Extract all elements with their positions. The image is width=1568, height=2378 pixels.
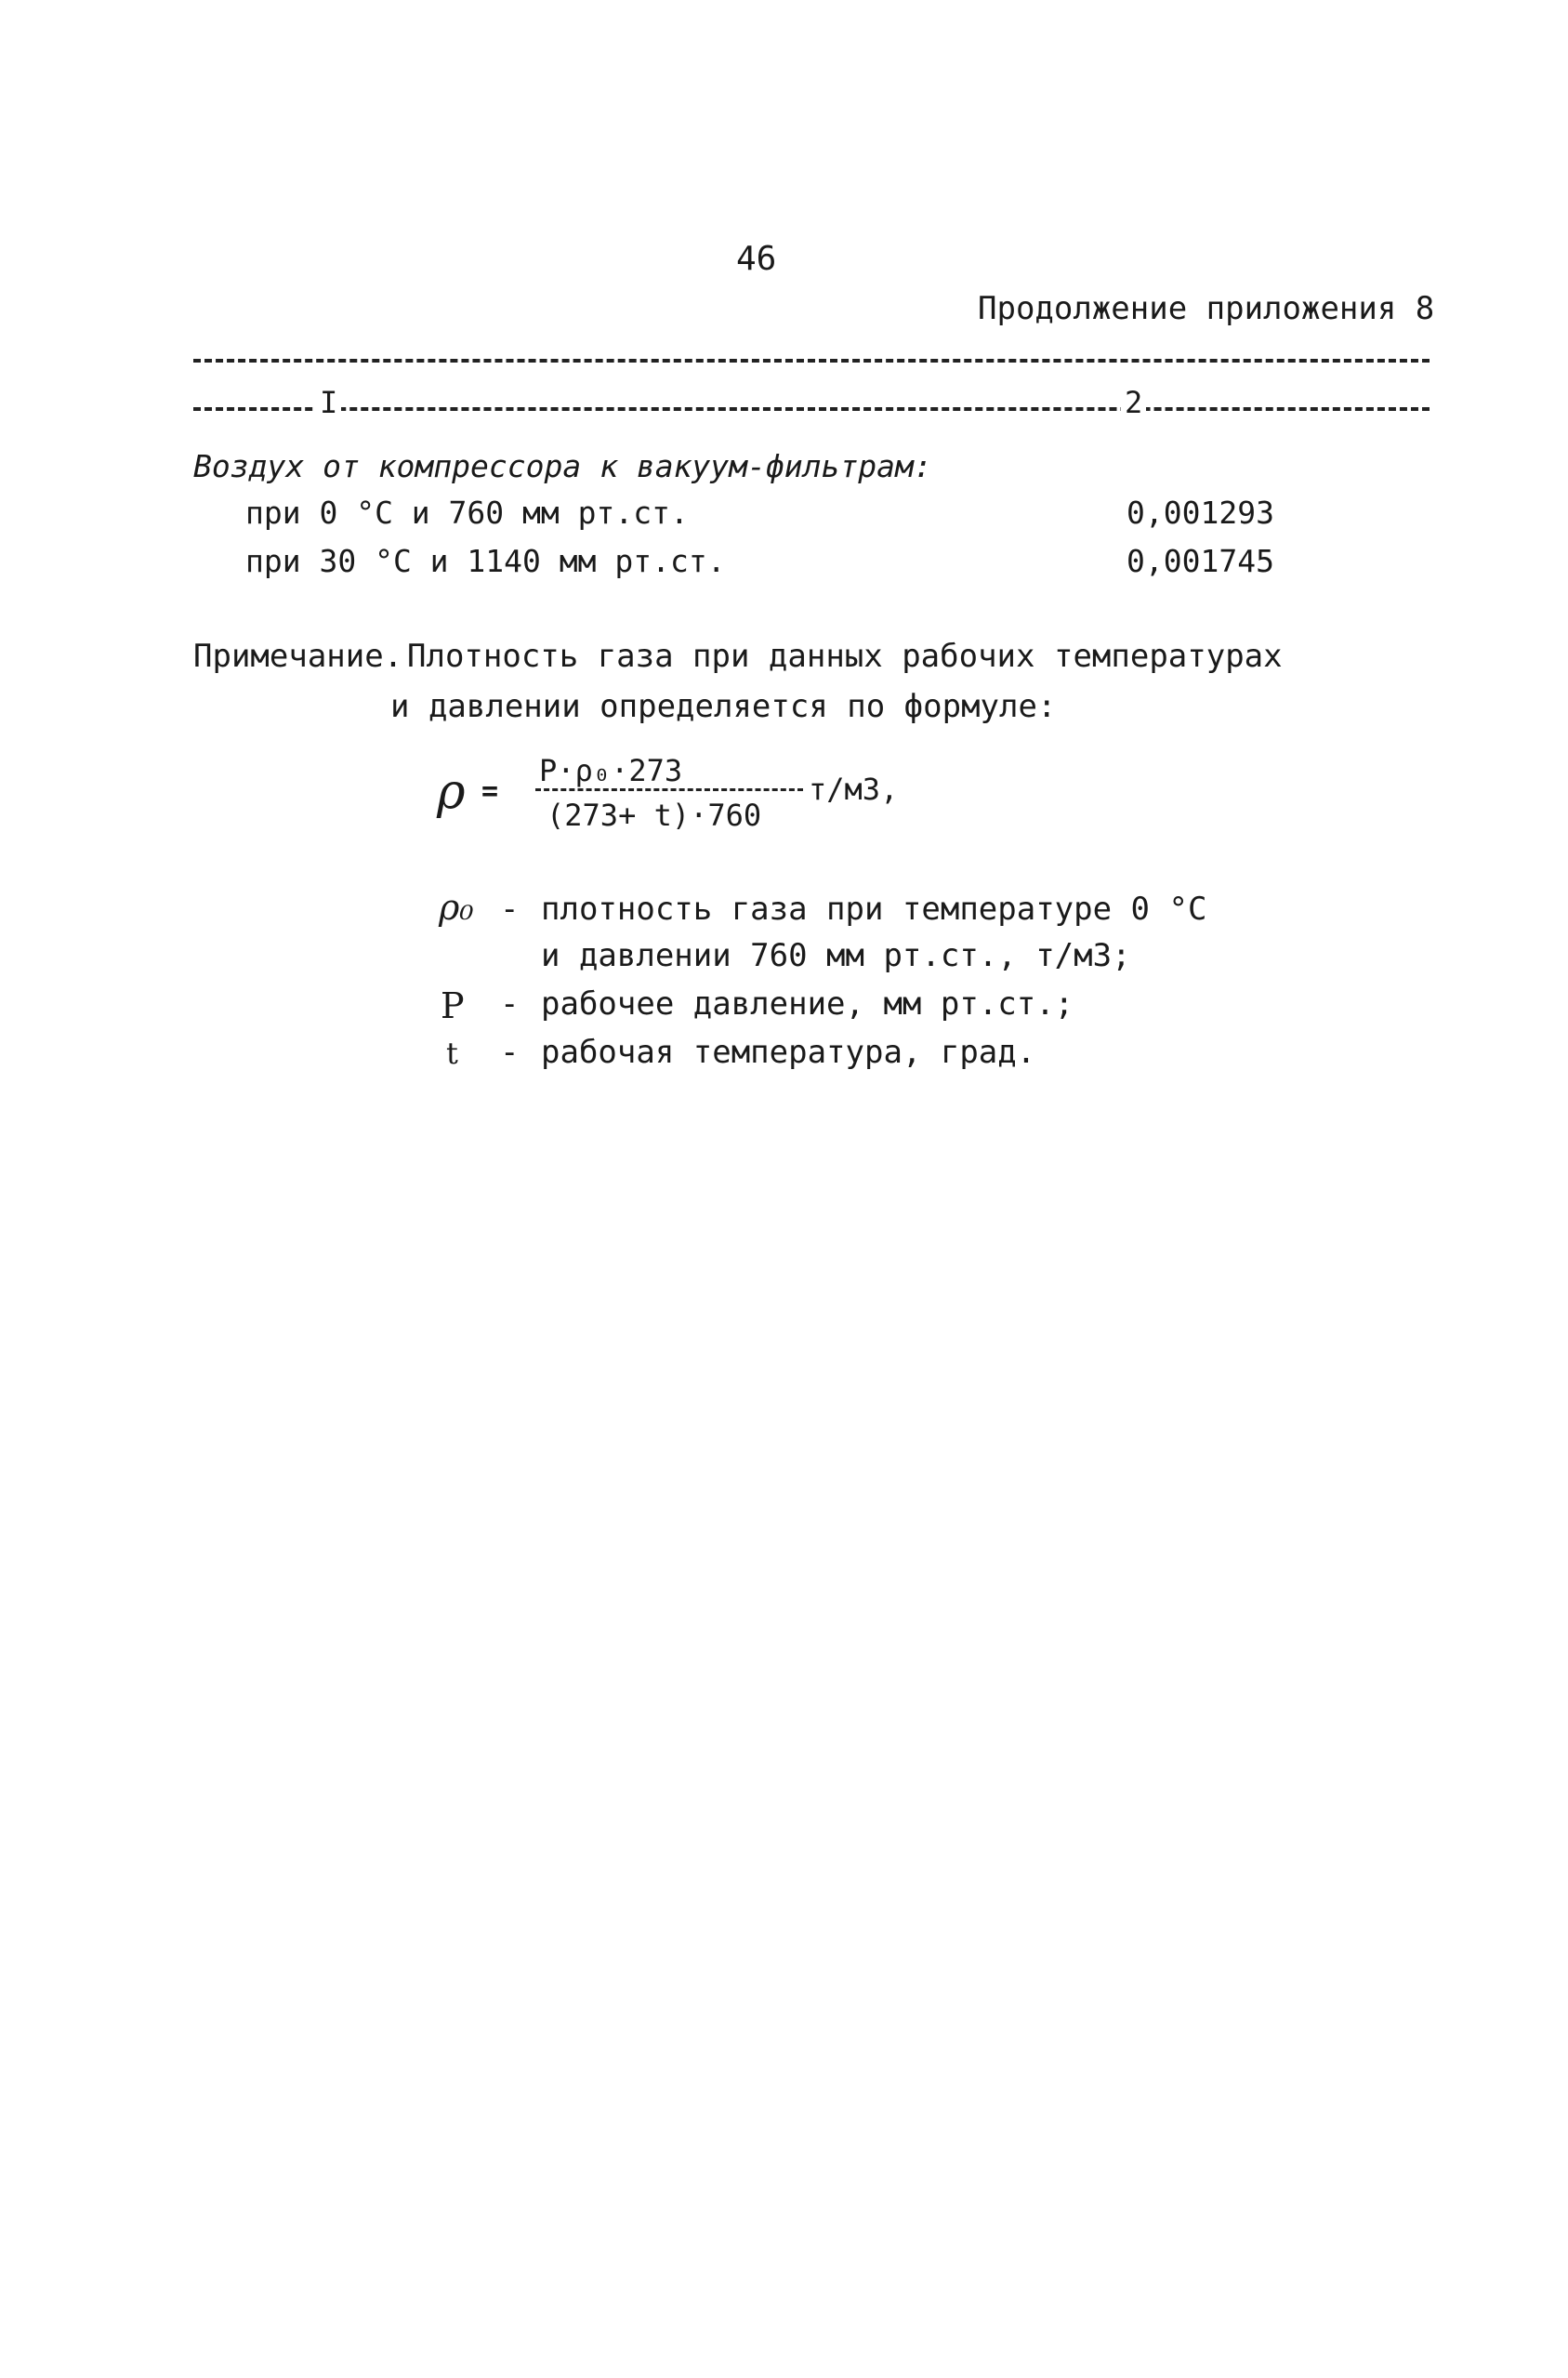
legend-text-rho0: плотность газа при температуре 0 °С	[541, 891, 1207, 928]
legend-dash: -	[500, 891, 520, 928]
formula-denominator: (273+ t)·760	[547, 798, 762, 833]
formula-unit: т/м3,	[809, 772, 899, 807]
page-number: 46	[736, 240, 777, 278]
row-1-value: 0,001293	[1127, 495, 1274, 531]
legend-symbol-t: t	[446, 1036, 458, 1071]
legend-dash: -	[500, 1034, 520, 1071]
legend-text-p: рабочее давление, мм рт.ст.;	[541, 985, 1074, 1023]
formula-rho-symbol: ρ	[437, 764, 466, 820]
legend-dash: -	[500, 985, 520, 1023]
row-2-label: при 30 °С и 1140 мм рт.ст.	[245, 543, 726, 579]
column-1-number: I	[316, 385, 341, 420]
row-1-label: при 0 °С и 760 мм рт.ст.	[245, 495, 689, 531]
note-title: Примечание.	[193, 638, 403, 675]
note-text-line-2: и давлении определяется по формуле:	[390, 688, 1057, 725]
formula-equals-sign: =	[481, 775, 499, 808]
legend-text-t: рабочая температура, град.	[541, 1034, 1036, 1071]
row-2-value: 0,001745	[1127, 543, 1274, 579]
legend-symbol-p: P	[441, 985, 465, 1026]
note-text-line-1: Плотность газа при данных рабочих температурах	[407, 638, 1283, 675]
table-top-rule	[193, 359, 1430, 363]
table-header-rule	[193, 407, 1430, 411]
legend-text-rho0-continued: и давлении 760 мм рт.ст., т/м3;	[541, 937, 1131, 974]
section-title: Воздух от компрессора к вакуум-фильтрам:	[193, 448, 932, 484]
formula-fraction-bar	[535, 788, 803, 791]
legend-symbol-rho0: ρ₀	[439, 887, 474, 928]
formula-numerator: P·ρ₀·273	[539, 753, 683, 788]
column-2-number: 2	[1121, 385, 1146, 420]
continuation-caption: Продолжение приложения 8	[978, 290, 1435, 327]
density-formula	[437, 746, 957, 848]
